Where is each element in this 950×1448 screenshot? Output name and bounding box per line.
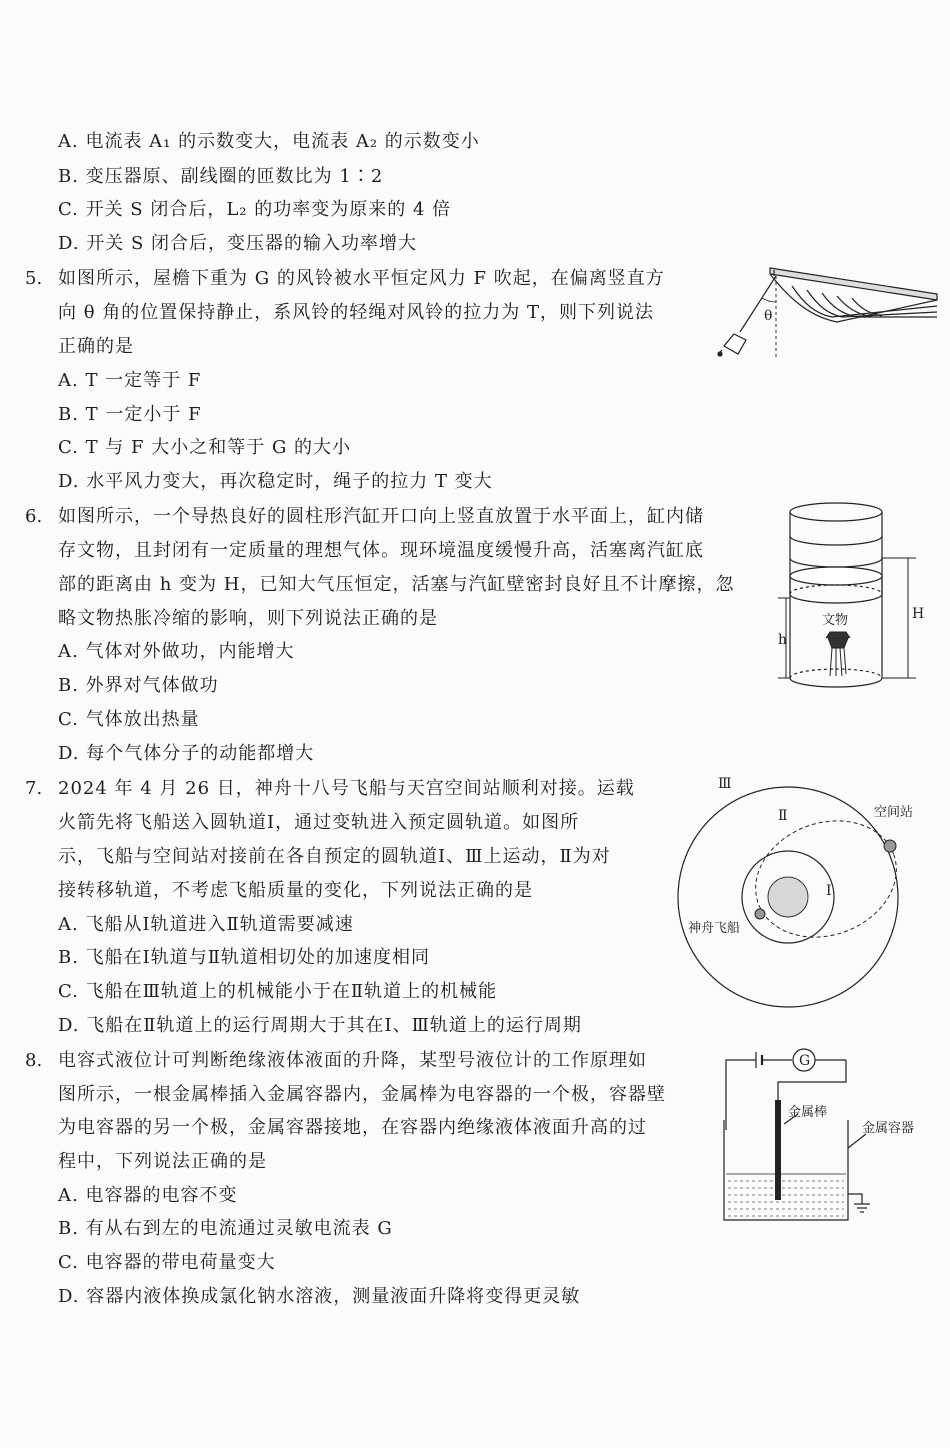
orbit-figure — [680, 772, 940, 1022]
q8-stem-line-2: 图所示，一根金属棒插入金属容器内，金属棒为电容器的一个极，容器壁 — [58, 1084, 666, 1105]
q6-option-a: A. 气体对外做功，内能增大 — [58, 641, 295, 662]
q8-stem-line-3: 为电容器的另一个极，金属容器接地，在容器内绝缘液体液面升高的过 — [58, 1117, 647, 1138]
bell — [718, 334, 746, 356]
q6-stem-line-4: 略文物热胀冷缩的影响，则下列说法正确的是 — [58, 608, 438, 629]
H-dimension — [882, 558, 916, 678]
q8-option-c: C. 电容器的带电荷量变大 — [58, 1252, 276, 1273]
q6-stem-line-3: 部的距离由 h 变为 H，已知大气压恒定，活塞与汽缸壁密封良好且不计摩擦，忽 — [58, 574, 735, 595]
q4-option-a: A. 电流表 A₁ 的示数变大，电流表 A₂ 的示数变小 — [58, 131, 480, 152]
q8-option-a: A. 电容器的电容不变 — [58, 1185, 238, 1206]
q5-option-b: B. T 一定小于 F — [58, 404, 202, 425]
liquid — [726, 1174, 846, 1216]
q4-option-d: D. 开关 S 闭合后，变压器的输入功率增大 — [58, 233, 418, 254]
q4-option-c: C. 开关 S 闭合后，L₂ 的功率变为原来的 4 倍 — [58, 199, 452, 220]
q7-stem-line-1: 2024 年 4 月 26 日，神舟十八号飞船与天宫空间站顺利对接。运载 — [58, 778, 635, 799]
label-H: H — [912, 606, 925, 622]
space-station — [884, 840, 896, 852]
q5-stem-line-2: 向 θ 角的位置保持静止，系风铃的轻绳对风铃的拉力为 T，则下列说法 — [58, 302, 655, 323]
q7-option-b: B. 飞船在Ⅰ轨道与Ⅱ轨道相切处的加速度相同 — [58, 947, 431, 968]
q7-option-a: A. 飞船从Ⅰ轨道进入Ⅱ轨道需要减速 — [58, 914, 354, 935]
label-station: 空间站 — [874, 805, 914, 820]
q6-option-c: C. 气体放出热量 — [58, 709, 200, 730]
label-h: h — [778, 632, 788, 648]
q6-stem-line-1: 如图所示，一个导热良好的圆柱形汽缸开口向上竖直放置于水平面上，缸内储 — [58, 506, 704, 527]
label-orbit-1: Ⅰ — [826, 883, 832, 899]
metal-rod — [775, 1100, 781, 1200]
eave — [770, 268, 937, 322]
label-orbit-3: Ⅲ — [718, 776, 732, 792]
q7-stem-line-3: 示，飞船与空间站对接前在各自预定的圆轨道Ⅰ、Ⅲ上运动，Ⅱ为对 — [58, 846, 611, 867]
q5-number: 5. — [25, 268, 43, 289]
q8-option-d: D. 容器内液体换成氯化钠水溶液，测量液面升降将变得更灵敏 — [58, 1286, 581, 1307]
q8-stem-line-1: 电容式液位计可判断绝缘液体液面的升降，某型号液位计的工作原理如 — [58, 1050, 647, 1071]
q8-option-b: B. 有从右到左的电流通过灵敏电流表 G — [58, 1218, 393, 1239]
q5-option-c: C. T 与 F 大小之和等于 G 的大小 — [58, 437, 352, 458]
label-galvanometer: G — [799, 1053, 811, 1069]
q5-stem-line-1: 如图所示，屋檐下重为 G 的风铃被水平恒定风力 F 吹起，在偏离竖直方 — [58, 268, 665, 289]
capacitor-level-figure — [716, 1044, 941, 1229]
q6-option-b: B. 外界对气体做功 — [58, 675, 219, 696]
q7-option-d: D. 飞船在Ⅱ轨道上的运行周期大于其在Ⅰ、Ⅲ轨道上的运行周期 — [58, 1015, 582, 1036]
label-rod: 金属棒 — [788, 1105, 828, 1120]
earth — [768, 877, 808, 917]
q8-number: 8. — [25, 1050, 43, 1071]
q6-stem-line-2: 存文物，且封闭有一定质量的理想气体。现环境温度缓慢升高，活塞离汽缸底 — [58, 540, 704, 561]
q8-stem-line-4: 程中，下列说法正确的是 — [58, 1151, 267, 1172]
orbit-2 — [739, 802, 913, 956]
q5-option-a: A. T 一定等于 F — [58, 370, 202, 391]
label-relic: 文物 — [822, 613, 849, 628]
cylinder-figure — [776, 498, 936, 698]
wind-chime-figure — [712, 262, 937, 362]
q6-number: 6. — [25, 506, 43, 527]
q7-number: 7. — [25, 778, 43, 799]
label-orbit-2: Ⅱ — [778, 808, 788, 824]
q7-option-c: C. 飞船在Ⅲ轨道上的机械能小于在Ⅱ轨道上的机械能 — [58, 981, 498, 1002]
q4-option-b: B. 变压器原、副线圈的匝数比为 1∶2 — [58, 166, 384, 187]
q6-option-d: D. 每个气体分子的动能都增大 — [58, 743, 315, 764]
q5-stem-line-3: 正确的是 — [58, 336, 134, 357]
label-container: 金属容器 — [862, 1121, 915, 1136]
angle-label: θ — [764, 308, 773, 324]
q7-stem-line-4: 接转移轨道，不考虑飞船质量的变化，下列说法正确的是 — [58, 880, 533, 901]
q5-option-d: D. 水平风力变大，再次稳定时，绳子的拉力 T 变大 — [58, 471, 493, 492]
spacecraft — [755, 909, 765, 919]
q7-stem-line-2: 火箭先将飞船送入圆轨道Ⅰ，通过变轨进入预定圆轨道。如图所 — [58, 812, 580, 833]
label-ship: 神舟飞船 — [688, 921, 741, 936]
